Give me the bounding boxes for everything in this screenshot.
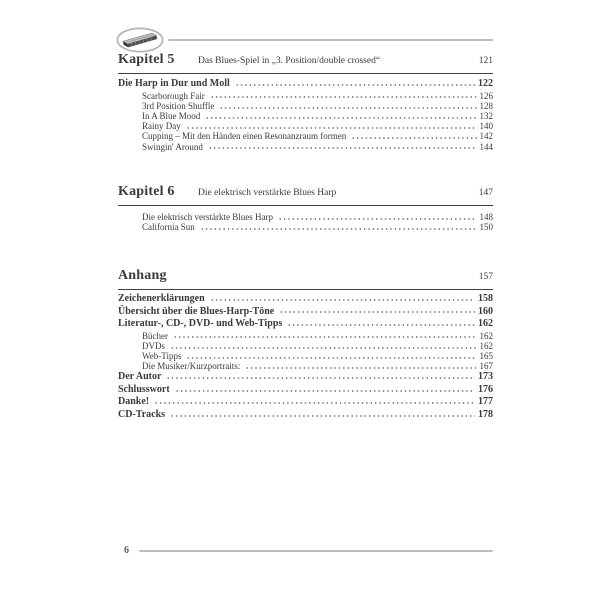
toc-entry-label: Cupping – Mit den Händen einen Resonanzraum formen [142, 131, 347, 142]
toc-entry [118, 222, 493, 232]
toc-entry-page: 158 [478, 293, 493, 304]
toc-entry-page: 173 [478, 371, 493, 383]
toc-entry-page: 142 [479, 131, 493, 142]
toc-entry [118, 142, 493, 152]
toc-entry-page: 132 [479, 110, 493, 121]
toc-entry [118, 121, 493, 131]
toc-entry [118, 371, 493, 384]
dot-leader [205, 113, 476, 119]
dot-leader [219, 102, 476, 108]
toc-entry-page: 162 [478, 318, 493, 329]
toc-entry [118, 396, 493, 409]
dot-leader [278, 214, 477, 220]
footer-rule [139, 550, 493, 552]
toc-entry [118, 318, 493, 331]
heading-rule [118, 289, 493, 290]
chapter-title: Kapitel 5 [118, 52, 175, 67]
toc-entry [118, 78, 493, 91]
toc-entry-label: Schlusswort [118, 383, 170, 395]
toc-entry-page: 167 [479, 361, 493, 372]
appendix-heading [118, 267, 493, 286]
chapter-page-number: 121 [478, 56, 493, 66]
dot-leader [186, 353, 476, 359]
toc-entry-page: 162 [479, 330, 493, 341]
toc-entry-label: Literatur-, CD-, DVD- und Web-Tipps [118, 318, 283, 329]
toc-entry-label: Die elektrisch verstärkte Blues Harp [142, 212, 273, 222]
toc-entry-list [118, 293, 493, 421]
toc-entry-label: Danke! [118, 396, 150, 408]
dot-leader [170, 342, 476, 348]
dot-leader [166, 372, 475, 379]
toc-entry [118, 384, 493, 397]
harmonica-logo-icon [116, 27, 166, 53]
chapter-subtitle: Das Blues-Spiel in „3. Position/double crossed“ [198, 56, 381, 66]
dot-leader [175, 385, 475, 392]
toc-entry-page: 140 [479, 121, 493, 132]
toc-entry-page: 160 [478, 305, 493, 317]
dot-leader [154, 397, 475, 404]
heading-rule [118, 205, 493, 206]
toc-entry-list [118, 78, 493, 152]
toc-entry-list [118, 212, 493, 232]
chapter-heading [118, 183, 493, 202]
toc-entry-page: 148 [479, 212, 493, 222]
toc-page [118, 0, 493, 600]
dot-leader [210, 92, 477, 98]
section-anhang [118, 267, 493, 421]
toc-entry-label: Swingin' Around [142, 141, 203, 152]
toc-entry-label: Scarborough Fair [142, 90, 205, 101]
dot-leader [170, 410, 475, 417]
toc-entry-label: Rainy Day [142, 121, 181, 132]
toc-entry [118, 111, 493, 121]
toc-entry-label: DVDs [142, 340, 166, 351]
toc-entry-label: Die Harp in Dur und Moll [118, 78, 230, 89]
dot-leader [210, 294, 475, 301]
toc-entry-page: 176 [478, 383, 493, 395]
chapter-title: Kapitel 6 [118, 184, 175, 199]
page-header [116, 27, 493, 53]
toc-entry [118, 331, 493, 341]
toc-entry [118, 361, 493, 371]
toc-entry [118, 341, 493, 351]
footer-page-number: 6 [124, 545, 129, 556]
toc-entry [118, 409, 493, 422]
chapter-heading [118, 51, 493, 70]
toc-entry-page: 162 [479, 340, 493, 351]
section-kapitel-6 [118, 183, 493, 232]
dot-leader [208, 143, 477, 149]
dot-leader [200, 224, 477, 230]
toc-entry-page: 165 [479, 350, 493, 361]
toc-entry-label: In A Blue Mood [142, 110, 201, 121]
dot-leader [279, 307, 475, 314]
toc-entry [118, 351, 493, 361]
chapter-page-number: 147 [478, 188, 493, 198]
toc-entry-label: Bücher [142, 330, 168, 341]
toc-entry [118, 306, 493, 319]
toc-entry-label: Web-Tipps [142, 350, 182, 361]
toc-entry-label: Die Musiker/Kurzportraits: [142, 361, 241, 372]
toc-entry [118, 131, 493, 141]
toc-entry-label: 3rd Position Shuffle [142, 100, 215, 111]
toc-entry [118, 212, 493, 222]
toc-entry-page: 177 [478, 396, 493, 408]
section-kapitel-5 [118, 51, 493, 152]
dot-leader [351, 133, 476, 139]
toc-entry-label: Zeichenerklärungen [118, 293, 205, 304]
toc-entry-label: Übersicht über die Blues-Harp-Töne [118, 305, 275, 317]
appendix-page-number: 157 [478, 272, 493, 282]
dot-leader [235, 79, 475, 86]
toc-entry-label: California Sun [142, 222, 195, 233]
toc-entry-page: 126 [479, 90, 493, 101]
dot-leader [245, 363, 476, 369]
dot-leader [173, 332, 477, 338]
page-footer [124, 544, 493, 558]
heading-rule [118, 73, 493, 74]
toc-entry [118, 293, 493, 306]
chapter-subtitle: Die elektrisch verstärkte Blues Harp [198, 188, 337, 198]
appendix-title: Anhang [118, 268, 167, 283]
toc-entry-label: CD-Tracks [118, 408, 166, 420]
toc-entry-page: 178 [478, 408, 493, 420]
dot-leader [186, 123, 477, 129]
header-rule [168, 39, 493, 41]
toc-entry-page: 150 [479, 222, 493, 233]
toc-entry-page: 122 [478, 78, 493, 89]
toc-entry [118, 101, 493, 111]
toc-entry-page: 144 [479, 141, 493, 152]
toc-entry [118, 91, 493, 101]
dot-leader [287, 319, 475, 326]
toc-entry-label: Der Autor [118, 371, 162, 383]
toc-entry-page: 128 [479, 100, 493, 111]
